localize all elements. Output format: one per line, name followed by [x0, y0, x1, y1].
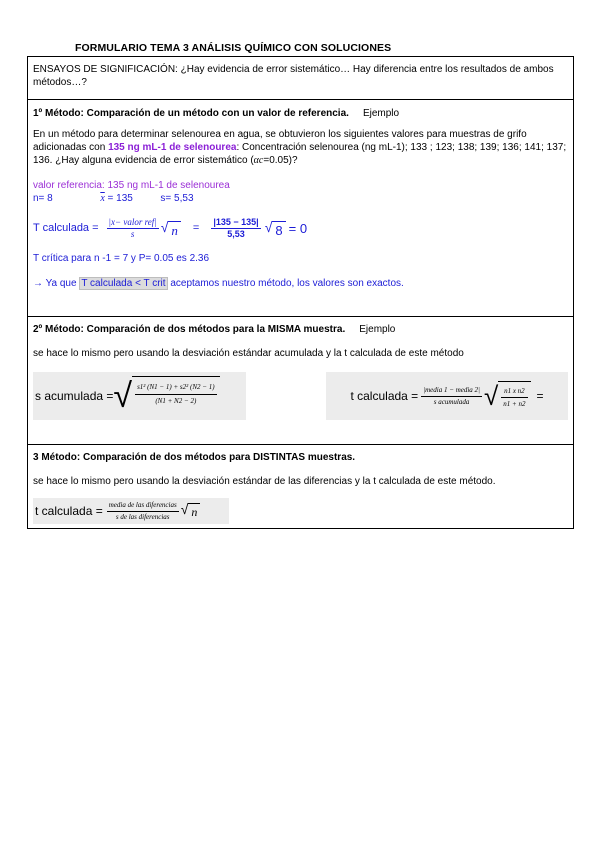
sqrt-n-3: √ n [181, 503, 201, 519]
page-title: FORMULARIO TEMA 3 ANÁLISIS QUÍMICO CON SOLUCIONES [75, 42, 392, 54]
method-2-example-label: Ejemplo [359, 324, 396, 335]
intro-cell [28, 57, 573, 100]
method-2-text: se hace lo mismo pero usando la desviación estándar acumulada y la t calculada de este método [33, 348, 464, 359]
method-3-heading: 3 Método: Comparación de dos métodos para DISTINTAS muestras. [33, 452, 356, 463]
sqrt-sample-sizes: √ $\frac{\text{n1 x n2}}{n1 + n2}$ [484, 381, 531, 411]
method-1-heading: 1º Método: Comparación de un método con un valor de referencia. [33, 108, 349, 119]
method-1-statement: En un método para determinar selenourea en agua, se obtuvieron los siguientes valores para muestras de grifo adicionadas con 135 ng mL-1 de selenourea: Concentración selenourea (ng mL-1); 133 ; 123; 138; 139; 136; 141; 137; 136. ¿Hay alguna evidencia de error sistemático (αc=0.05)? [33, 129, 567, 166]
s-value: s= 5,53 [160, 193, 194, 204]
sqrt-n: √ n [161, 221, 181, 237]
method-2-cell [28, 317, 573, 445]
reference-highlight: 135 ng mL-1 de selenourea [108, 142, 237, 153]
t-calc-label: T calculada = [33, 222, 99, 234]
formula-table [27, 56, 574, 529]
conclusion: → Ya que T calculada < T crit aceptamos nuestro método, los valores son exactos. [33, 278, 404, 289]
t-calculada-formula-3: t calculada = $\frac{\text{media de las diferencias}}{\text{s de las diferencias}}$ √ n [33, 498, 229, 524]
t-calc-formula: T calculada = $\frac{\text{|x− valor ref|}}{s}$ √ n = $\frac{|135 - 135|}{5,53}$ √ 8 = 0 [33, 217, 308, 239]
fraction-numeric: $\frac{|135 - 135|}{5,53}$ [213, 217, 259, 239]
n-value: n= 8 [33, 193, 53, 204]
conclusion-highlight: T calculada < T crit [81, 278, 166, 289]
t-calculada-formula-2: t calculada = $\frac{\text{|media 1 − media 2|}}{\text{s acumulada}}$ √ $\frac{\text{n1 x n2}}{n1 + n2}$ = [326, 372, 568, 420]
xbar-symbol: $\overline{x}$ [100, 193, 105, 204]
intro-text: ENSAYOS DE SIGNIFICACIÓN: ¿Hay evidencia de error sistemático… Hay diferencia entre los resultados de ambos métodos…? [33, 64, 554, 88]
method-3-text: se hace lo mismo pero usando la desviación estándar de las diferencias y la t calculada de este método. [33, 476, 496, 487]
reference-value: valor referencia: 135 ng mL-1 de selenourea [33, 180, 230, 191]
stats-line [33, 192, 568, 205]
sqrt-8: √ 8 [265, 221, 286, 237]
xbar-value: = 135 [107, 193, 133, 204]
fraction-general: $\frac{\text{|x− valor ref|}}{s}$ [108, 217, 157, 239]
method-1-example-label: Ejemplo [362, 108, 400, 119]
method-1-cell [28, 100, 573, 317]
alpha-symbol: αc [253, 155, 264, 166]
t-critical: T crítica para n -1 = 7 y P= 0.05 es 2.36 [33, 253, 210, 264]
sqrt-pooled: √ $\frac{\text{s1² (N1 − 1) + s2² (N2 − 1)}}{(N1 + N2 - 2)}$ [113, 376, 219, 416]
method-3-cell [28, 445, 573, 529]
result-zero: = 0 [288, 221, 308, 236]
method-2-heading: 2º Método: Comparación de dos métodos para la MISMA muestra. [33, 324, 346, 335]
s-acumulada-formula: s acumulada = √ $\frac{\text{s1² (N1 − 1) + s2² (N2 − 1)}}{(N1 + N2 - 2)}$ [33, 372, 246, 420]
